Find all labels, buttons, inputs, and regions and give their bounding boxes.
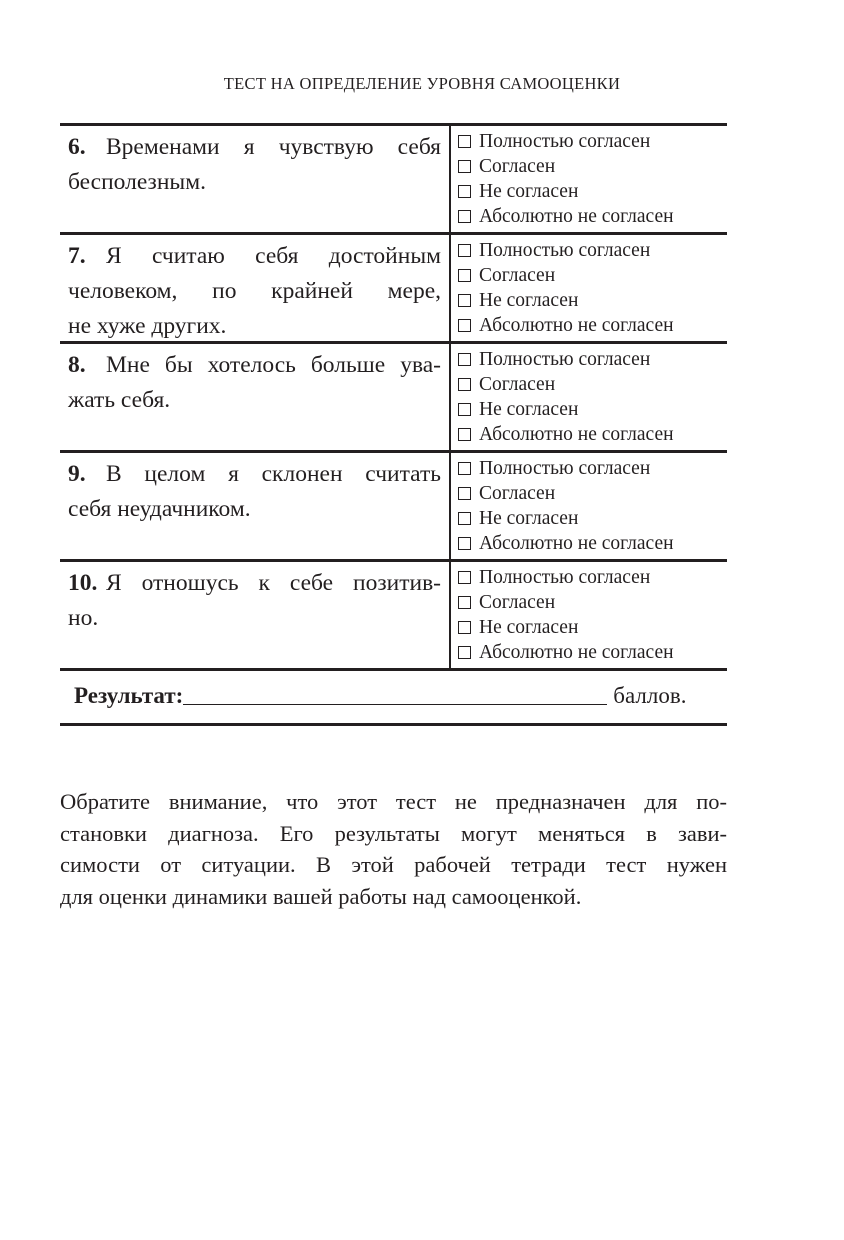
answer-option-label: Полностью согласен (479, 458, 651, 479)
checkbox-icon[interactable] (458, 353, 471, 366)
answer-option-label: Не согласен (479, 399, 579, 420)
answer-option-label: Абсолютно не согласен (479, 642, 674, 663)
checkbox-icon[interactable] (458, 403, 471, 416)
answer-option[interactable] (458, 238, 674, 263)
answer-option[interactable] (458, 154, 674, 179)
checkbox-icon[interactable] (458, 185, 471, 198)
question-line-text: В целом я склонен считать (106, 461, 441, 487)
question-line: бесполезным. (68, 169, 206, 195)
answer-options (451, 126, 674, 232)
answer-option[interactable] (458, 313, 674, 338)
answer-option-label: Полностью согласен (479, 131, 651, 152)
question-line: жать себя. (68, 387, 171, 413)
answer-option[interactable] (458, 422, 674, 447)
answer-options (451, 453, 674, 559)
question-line (68, 239, 441, 274)
result-label: Результат: (74, 682, 184, 708)
answer-option-label: Абсолютно не согласен (479, 315, 674, 336)
checkbox-icon[interactable] (458, 571, 471, 584)
question-line (68, 348, 441, 383)
checkbox-icon[interactable] (458, 294, 471, 307)
checkbox-icon[interactable] (458, 646, 471, 659)
note-line: симости от ситуации. В этой рабочей тетради тест нужен (60, 852, 727, 877)
question-number: 9. (68, 461, 86, 487)
question-row (60, 126, 727, 235)
answer-option[interactable] (458, 204, 674, 229)
answer-option[interactable] (458, 397, 674, 422)
answer-option-label: Согласен (479, 374, 556, 395)
answer-option-label: Согласен (479, 483, 556, 504)
question-row (60, 344, 727, 453)
answer-option[interactable] (458, 179, 674, 204)
question-line: человеком, по крайней мере, (68, 278, 441, 304)
answer-option-label: Абсолютно не согласен (479, 424, 674, 445)
question-text (60, 344, 451, 450)
answer-option[interactable] (458, 565, 674, 590)
question-line (68, 566, 441, 601)
checkbox-icon[interactable] (458, 512, 471, 525)
question-number: 8. (68, 352, 86, 378)
answer-option[interactable] (458, 481, 674, 506)
answer-option[interactable] (458, 263, 674, 288)
question-row (60, 562, 727, 671)
answer-option[interactable] (458, 615, 674, 640)
answer-option-label: Не согласен (479, 290, 579, 311)
question-text (60, 126, 451, 232)
answer-option-label: Не согласен (479, 508, 579, 529)
checkbox-icon[interactable] (458, 621, 471, 634)
question-text (60, 453, 451, 559)
note-line: становки диагноза. Его результаты могут меняться в зави- (60, 820, 727, 846)
checkbox-icon[interactable] (458, 596, 471, 609)
checkbox-icon[interactable] (458, 135, 471, 148)
answer-options (451, 235, 674, 341)
question-line: но. (68, 605, 99, 631)
question-line-text: Я отношусь к себе позитив- (106, 570, 441, 596)
answer-option[interactable] (458, 640, 674, 665)
answer-options (451, 344, 674, 450)
questionnaire-table (60, 123, 727, 671)
question-line: не хуже других. (68, 313, 227, 339)
answer-option-label: Не согласен (479, 181, 579, 202)
checkbox-icon[interactable] (458, 428, 471, 441)
result-row (60, 668, 727, 726)
question-text (60, 562, 451, 668)
answer-option[interactable] (458, 129, 674, 154)
answer-option-label: Согласен (479, 156, 556, 177)
checkbox-icon[interactable] (458, 269, 471, 282)
question-row (60, 453, 727, 562)
answer-option[interactable] (458, 506, 674, 531)
answer-option[interactable] (458, 288, 674, 313)
checkbox-icon[interactable] (458, 378, 471, 391)
answer-option[interactable] (458, 347, 674, 372)
answer-option-label: Согласен (479, 592, 556, 613)
answer-option-label: Абсолютно не согласен (479, 533, 674, 554)
note-paragraph (60, 786, 727, 912)
question-line-text: Мне бы хотелось больше ува- (106, 352, 441, 378)
question-line: себя неудачником. (68, 496, 251, 522)
question-number: 7. (68, 243, 86, 269)
checkbox-icon[interactable] (458, 319, 471, 332)
note-line: Обратите внимание, что этот тест не предназначен для по- (60, 789, 727, 814)
checkbox-icon[interactable] (458, 487, 471, 500)
checkbox-icon[interactable] (458, 160, 471, 173)
answer-option-label: Не согласен (479, 617, 579, 638)
checkbox-icon[interactable] (458, 244, 471, 257)
answer-option-label: Полностью согласен (479, 240, 651, 261)
question-line (68, 457, 441, 492)
answer-option-label: Полностью согласен (479, 567, 651, 588)
answer-option[interactable] (458, 456, 674, 481)
result-unit: баллов. (613, 682, 687, 708)
question-line-text: Временами я чувствую себя (106, 134, 441, 160)
question-line-text: Я считаю себя достойным (106, 243, 441, 269)
checkbox-icon[interactable] (458, 537, 471, 550)
page-header: ТЕСТ НА ОПРЕДЕЛЕНИЕ УРОВНЯ САМООЦЕНКИ (223, 74, 621, 93)
answer-option-label: Абсолютно не согласен (479, 206, 674, 227)
answer-option[interactable] (458, 590, 674, 615)
result-input-line[interactable] (183, 686, 607, 705)
answer-option[interactable] (458, 372, 674, 397)
answer-option[interactable] (458, 531, 674, 556)
checkbox-icon[interactable] (458, 462, 471, 475)
answer-option-label: Согласен (479, 265, 556, 286)
question-number: 10. (68, 570, 98, 596)
question-line (68, 130, 441, 165)
question-number: 6. (68, 134, 86, 160)
answer-options (451, 562, 674, 668)
note-line: для оценки динамики вашей работы над самооценкой. (60, 883, 582, 909)
checkbox-icon[interactable] (458, 210, 471, 223)
question-text (60, 235, 451, 341)
question-row (60, 235, 727, 344)
answer-option-label: Полностью согласен (479, 349, 651, 370)
